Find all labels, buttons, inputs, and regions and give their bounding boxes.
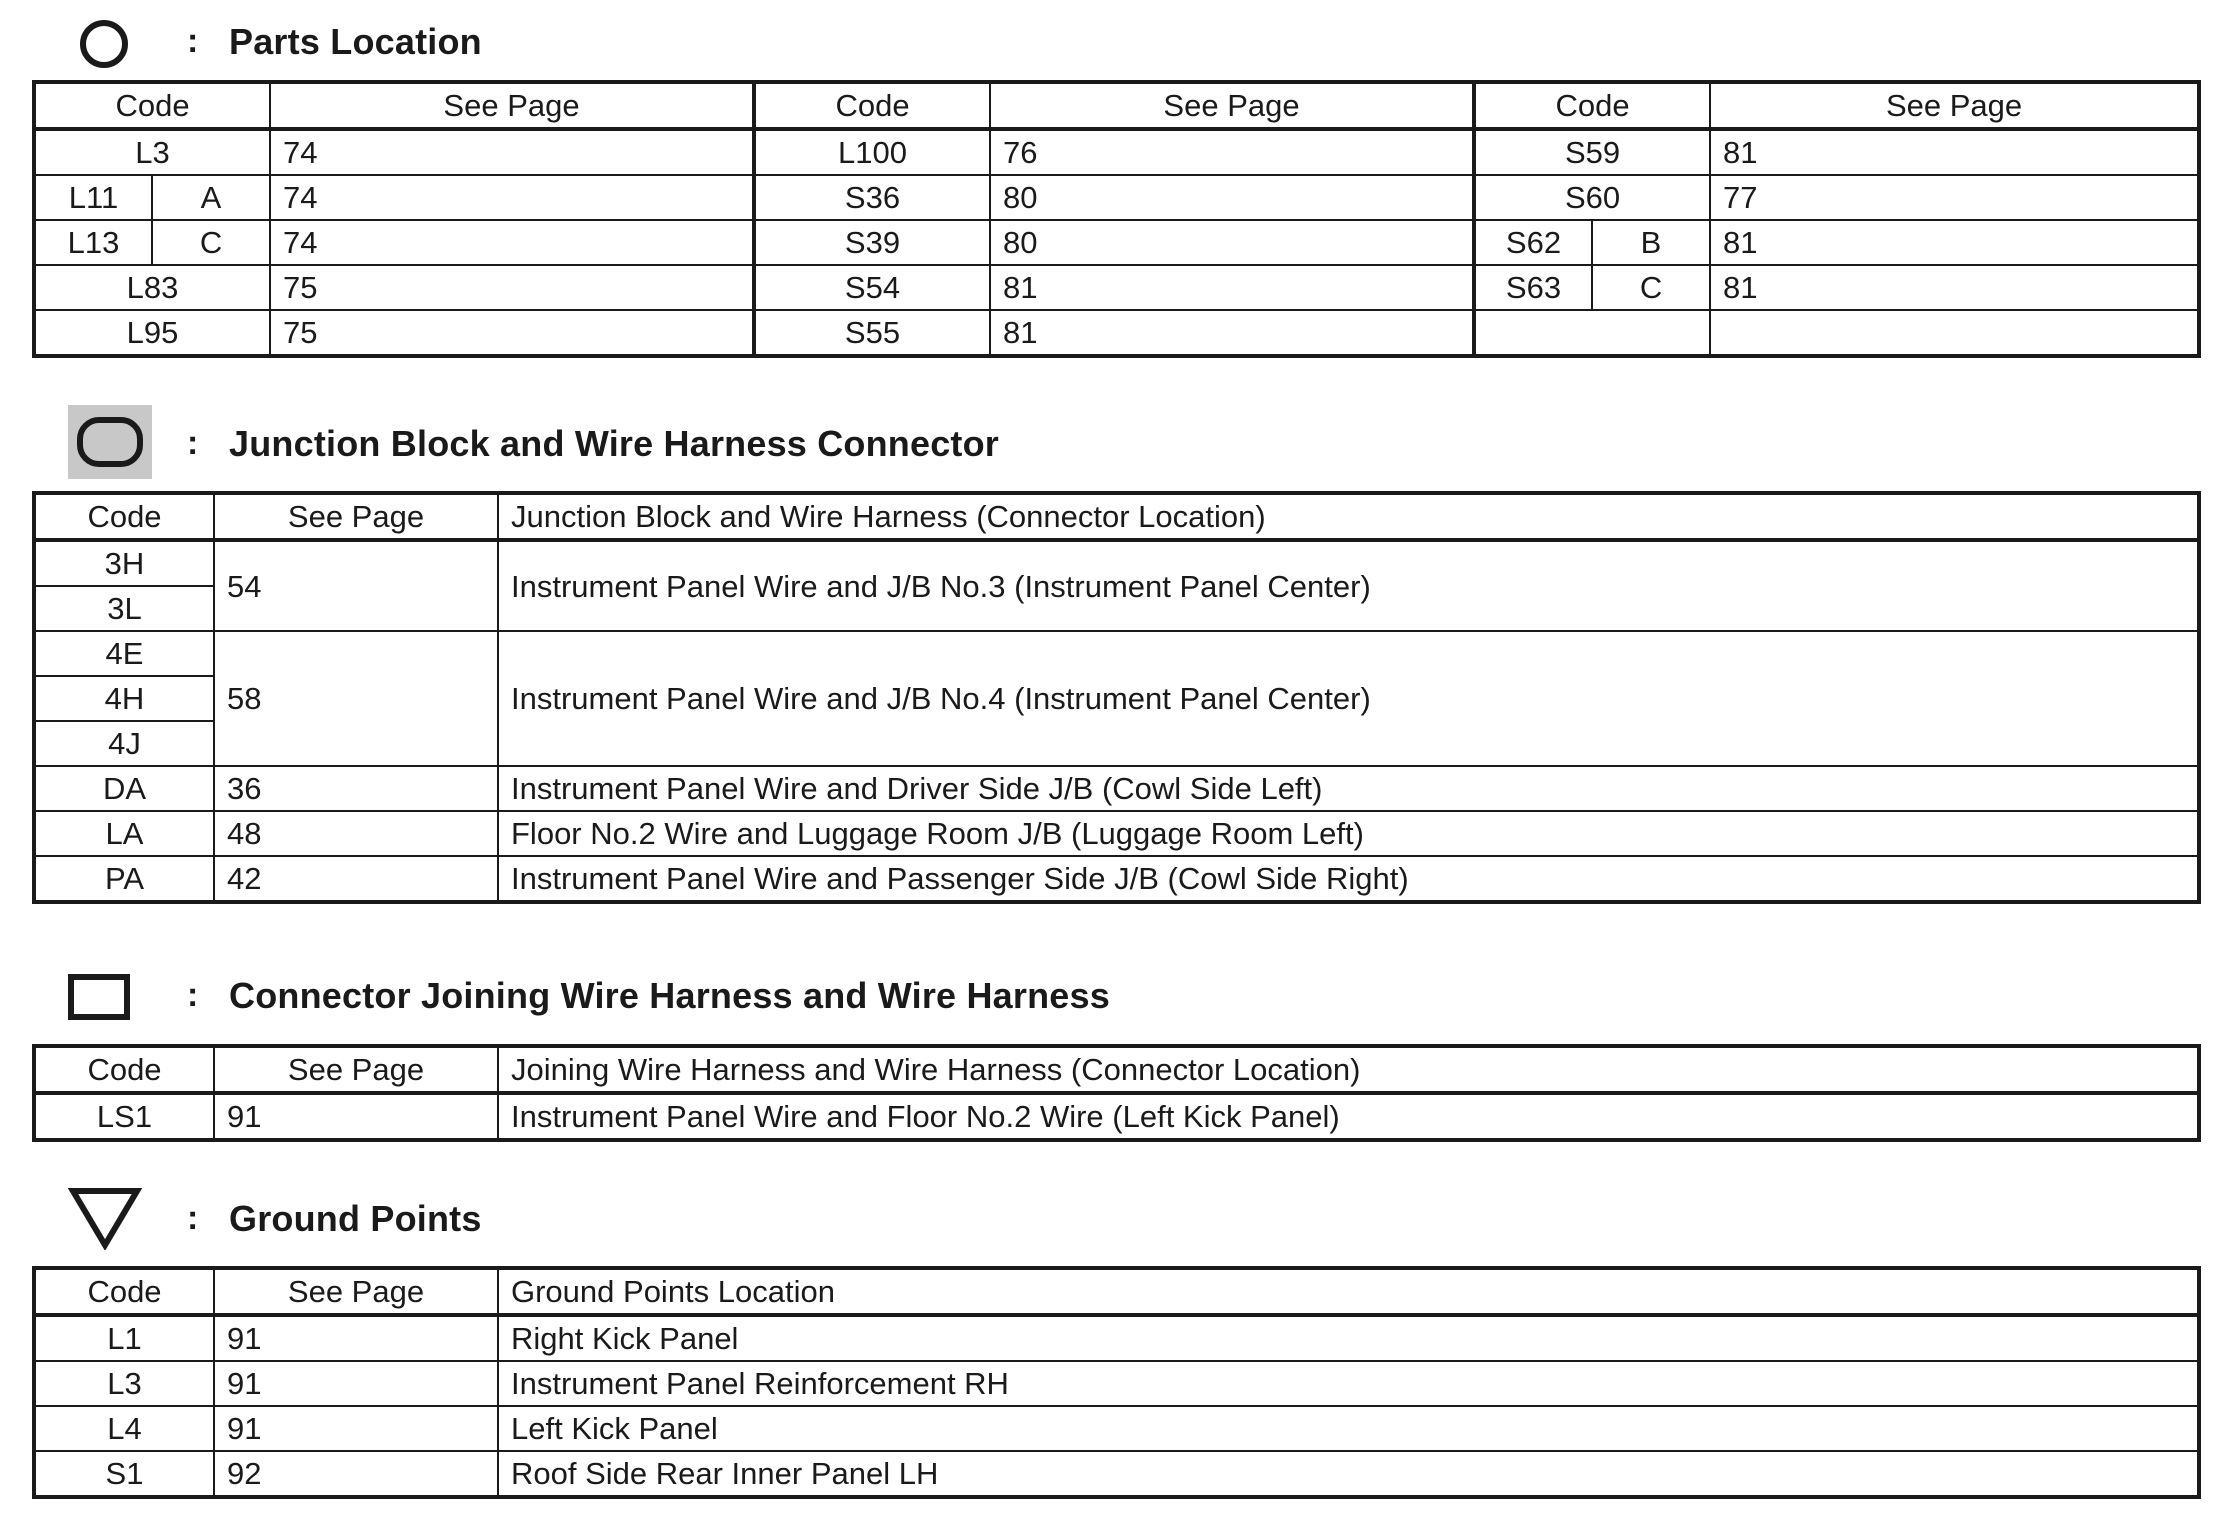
parts-location-title: Parts Location <box>229 21 482 62</box>
part-page: 77 <box>1710 175 2199 220</box>
part-code: S54 <box>754 265 990 310</box>
table-row <box>34 766 2199 811</box>
junction-location: Floor No.2 Wire and Luggage Room J/B (Luggage Room Left) <box>498 811 2199 856</box>
junction-block-title: Junction Block and Wire Harness Connector <box>229 423 1000 464</box>
ground-points-title: Ground Points <box>229 1198 482 1239</box>
ground-location: Roof Side Rear Inner Panel LH <box>498 1451 2199 1497</box>
table-row <box>34 1315 2199 1361</box>
part-code: S60 <box>1474 175 1710 220</box>
table-row <box>34 856 2199 902</box>
column-header-see-page: See Page <box>270 82 754 129</box>
part-sub-code: C <box>152 220 270 265</box>
table-row <box>34 265 2199 310</box>
junction-code: 4J <box>34 721 214 766</box>
junction-page: 36 <box>214 766 498 811</box>
table-header-row <box>34 1268 2199 1315</box>
column-header-see-page: See Page <box>990 82 1474 129</box>
junction-block-colon: : <box>187 424 199 462</box>
junction-page: 54 <box>214 540 498 631</box>
part-page: 75 <box>270 310 754 356</box>
column-header-code: Code <box>754 82 990 129</box>
connector-code: LS1 <box>34 1093 214 1140</box>
part-page: 75 <box>270 265 754 310</box>
part-code: L100 <box>754 129 990 175</box>
part-page: 80 <box>990 175 1474 220</box>
part-page: 76 <box>990 129 1474 175</box>
part-code: L13 <box>34 220 152 265</box>
ground-location: Left Kick Panel <box>498 1406 2199 1451</box>
rounded-rectangle-shaded-icon <box>68 405 152 479</box>
part-code: L3 <box>34 129 270 175</box>
part-code: S39 <box>754 220 990 265</box>
part-code: S59 <box>1474 129 1710 175</box>
ground-page: 91 <box>214 1361 498 1406</box>
column-header-location: Junction Block and Wire Harness (Connector Location) <box>498 493 2199 540</box>
rectangle-icon <box>68 974 130 1020</box>
part-code <box>1474 310 1710 356</box>
junction-code: LA <box>34 811 214 856</box>
column-header-code: Code <box>34 1046 214 1093</box>
column-header-see-page: See Page <box>214 493 498 540</box>
part-code: S36 <box>754 175 990 220</box>
part-page <box>1710 310 2199 356</box>
table-header-row <box>34 82 2199 129</box>
ground-location: Right Kick Panel <box>498 1315 2199 1361</box>
connector-joining-title: Connector Joining Wire Harness and Wire Harness <box>229 975 1110 1016</box>
connector-joining-table <box>32 1044 2201 1142</box>
table-row <box>34 220 2199 265</box>
column-header-see-page: See Page <box>1710 82 2199 129</box>
part-page: 81 <box>1710 265 2199 310</box>
ground-page: 92 <box>214 1451 498 1497</box>
ground-points-colon: : <box>187 1199 199 1237</box>
part-page: 81 <box>1710 129 2199 175</box>
junction-location: Instrument Panel Wire and J/B No.3 (Instrument Panel Center) <box>498 540 2199 631</box>
ground-code: L3 <box>34 1361 214 1406</box>
table-row <box>34 631 2199 676</box>
part-page: 80 <box>990 220 1474 265</box>
junction-code: PA <box>34 856 214 902</box>
column-header-code: Code <box>34 1268 214 1315</box>
part-code: L95 <box>34 310 270 356</box>
table-row <box>34 540 2199 586</box>
part-page: 81 <box>990 310 1474 356</box>
ground-page: 91 <box>214 1315 498 1361</box>
ground-location: Instrument Panel Reinforcement RH <box>498 1361 2199 1406</box>
junction-code: 3H <box>34 540 214 586</box>
junction-code: 4E <box>34 631 214 676</box>
junction-block-table <box>32 491 2201 904</box>
table-row <box>34 811 2199 856</box>
connector-page: 91 <box>214 1093 498 1140</box>
table-row <box>34 1093 2199 1140</box>
part-code: L11 <box>34 175 152 220</box>
junction-page: 58 <box>214 631 498 766</box>
junction-location: Instrument Panel Wire and Passenger Side J/B (Cowl Side Right) <box>498 856 2199 902</box>
ground-page: 91 <box>214 1406 498 1451</box>
table-row <box>34 129 2199 175</box>
junction-code: 3L <box>34 586 214 631</box>
part-sub-code: A <box>152 175 270 220</box>
column-header-code: Code <box>34 82 270 129</box>
column-header-see-page: See Page <box>214 1046 498 1093</box>
part-page: 74 <box>270 220 754 265</box>
table-header-row <box>34 493 2199 540</box>
connector-joining-colon: : <box>187 976 199 1014</box>
part-code: S63 <box>1474 265 1592 310</box>
junction-location: Instrument Panel Wire and J/B No.4 (Instrument Panel Center) <box>498 631 2199 766</box>
ground-code: S1 <box>34 1451 214 1497</box>
junction-location: Instrument Panel Wire and Driver Side J/B (Cowl Side Left) <box>498 766 2199 811</box>
column-header-location: Joining Wire Harness and Wire Harness (Connector Location) <box>498 1046 2199 1093</box>
down-triangle-icon <box>68 1186 142 1250</box>
junction-page: 48 <box>214 811 498 856</box>
column-header-code: Code <box>1474 82 1710 129</box>
table-header-row <box>34 1046 2199 1093</box>
part-page: 81 <box>990 265 1474 310</box>
table-row <box>34 310 2199 356</box>
table-row <box>34 175 2199 220</box>
connector-joining-heading <box>0 962 2227 1032</box>
part-page: 74 <box>270 175 754 220</box>
circle-icon <box>78 18 130 70</box>
part-page: 74 <box>270 129 754 175</box>
part-sub-code: C <box>1592 265 1710 310</box>
parts-location-table <box>32 80 2201 358</box>
junction-code: 4H <box>34 676 214 721</box>
parts-location-heading <box>0 8 2227 78</box>
part-page: 81 <box>1710 220 2199 265</box>
connector-location: Instrument Panel Wire and Floor No.2 Wire (Left Kick Panel) <box>498 1093 2199 1140</box>
column-header-see-page: See Page <box>214 1268 498 1315</box>
column-header-location: Ground Points Location <box>498 1268 2199 1315</box>
ground-code: L1 <box>34 1315 214 1361</box>
part-sub-code: B <box>1592 220 1710 265</box>
table-row <box>34 1361 2199 1406</box>
junction-code: DA <box>34 766 214 811</box>
column-header-code: Code <box>34 493 214 540</box>
part-code: S55 <box>754 310 990 356</box>
part-code: L83 <box>34 265 270 310</box>
ground-code: L4 <box>34 1406 214 1451</box>
parts-location-colon: : <box>187 22 199 60</box>
junction-page: 42 <box>214 856 498 902</box>
ground-points-heading <box>0 1182 2227 1252</box>
part-code: S62 <box>1474 220 1592 265</box>
junction-block-heading <box>0 405 2227 475</box>
table-row <box>34 1451 2199 1497</box>
table-row <box>34 1406 2199 1451</box>
ground-points-table <box>32 1266 2201 1499</box>
